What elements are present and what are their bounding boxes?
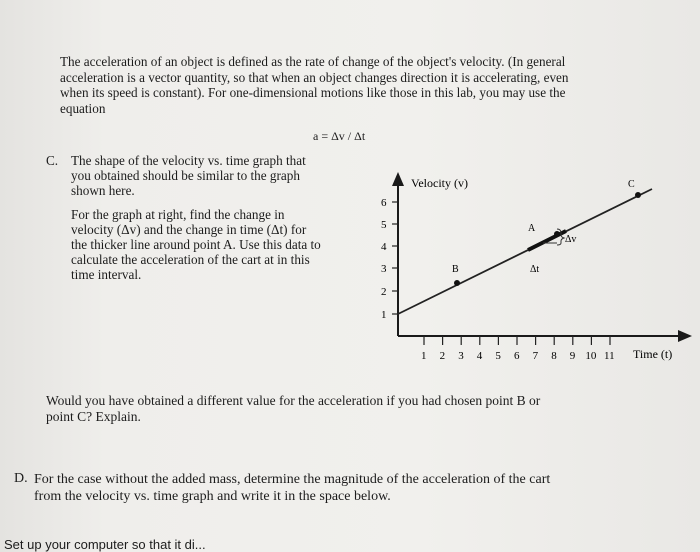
point-b-label: B: [452, 264, 459, 275]
point-c-marker: [635, 192, 641, 198]
x-tick-label: 8: [551, 350, 557, 362]
x-tick-label: 4: [476, 350, 483, 362]
y-tick-label: 2: [381, 286, 387, 298]
section-c-line: The shape of the velocity vs. time graph that: [71, 153, 306, 168]
question-line: point C? Explain.: [46, 409, 141, 424]
comparison-question: [46, 393, 540, 425]
x-tick-label: 2: [439, 350, 446, 362]
y-tick-label: 5: [381, 219, 387, 231]
y-tick-label: 1: [381, 309, 387, 321]
section-c-line: you obtained should be similar to the graph: [71, 168, 300, 183]
x-tick-label: 11: [604, 350, 615, 362]
point-b-marker: [454, 280, 460, 286]
y-tick-label: 6: [381, 197, 387, 209]
y-tick-group: [381, 197, 398, 321]
y-tick-label: 3: [381, 263, 387, 275]
instruction-line: time interval.: [71, 267, 142, 282]
section-d-line: For the case without the added mass, determine the magnitude of the acceleration of the cart: [34, 472, 551, 487]
x-axis-arrow-icon: [678, 330, 692, 342]
intro-line: equation: [60, 100, 106, 116]
intro-line: when its speed is constant). For one-dimensional motions like those in this lab, you may use the: [60, 85, 566, 100]
y-axis-arrow-icon: [392, 172, 404, 186]
section-d-text: [34, 471, 550, 505]
x-tick-label: 7: [532, 350, 539, 362]
instruction-line: velocity (Δv) and the change in time (Δt) for: [71, 222, 307, 237]
intro-line: acceleration is a vector quantity, so that when an object changes direction it is accelerating, even: [60, 69, 569, 85]
x-tick-label: 6: [514, 350, 520, 362]
velocity-line: [398, 189, 652, 314]
section-c-label: C.: [46, 153, 59, 168]
x-axis-label: Time (t): [633, 347, 673, 361]
point-a-marker: [554, 231, 560, 237]
section-d-line: from the velocity vs. time graph and write it in the space below.: [34, 489, 391, 504]
question-line: Would you have obtained a different value for the acceleration if you had chosen point B or: [46, 393, 541, 408]
section-d-label: D.: [14, 471, 28, 486]
point-c-label: C: [628, 179, 635, 190]
x-tick-label: 5: [495, 350, 501, 362]
instruction-line: calculate the acceleration of the cart at in this: [71, 252, 310, 267]
acceleration-equation: a = Δv / Δt: [313, 129, 366, 143]
x-tick-label: 1: [421, 350, 427, 362]
delta-v-label: Δv: [565, 234, 577, 245]
x-tick-label: 9: [569, 350, 576, 362]
delta-t-label: Δt: [530, 264, 540, 275]
intro-line: The acceleration of an object is defined as the rate of change of the object's velocity. (In general: [60, 54, 566, 69]
x-tick-group: [421, 336, 615, 362]
point-a-label: A: [528, 223, 536, 234]
x-tick-label: 3: [458, 350, 464, 362]
instruction-line: the thicker line around point A. Use this data to: [71, 237, 321, 252]
instruction-line: For the graph at right, find the change in: [71, 207, 285, 222]
y-tick-label: 4: [381, 241, 387, 253]
section-c-line: shown here.: [71, 183, 135, 198]
y-axis-label: Velocity (v): [411, 176, 468, 190]
cut-off-text: Set up your computer so that it di...: [4, 537, 206, 552]
x-tick-label: 10: [585, 350, 597, 362]
